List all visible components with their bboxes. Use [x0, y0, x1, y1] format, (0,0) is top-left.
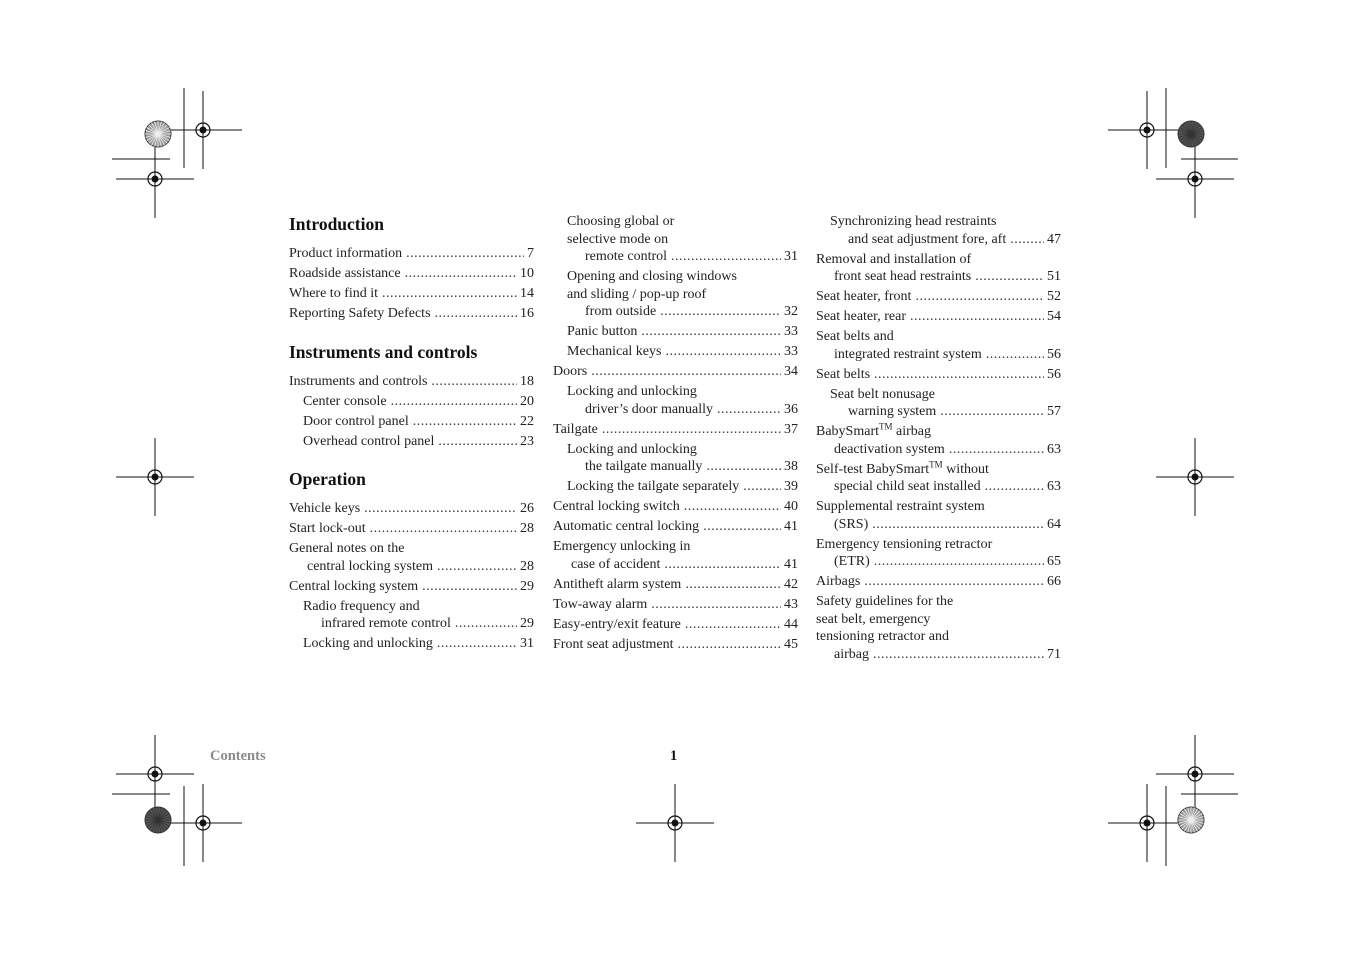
toc-entry[interactable] — [553, 576, 798, 594]
toc-column-1 — [289, 213, 534, 671]
section-heading: Instruments and controls — [289, 341, 478, 362]
dot-leader — [910, 308, 1044, 326]
dot-leader — [671, 248, 781, 266]
dot-leader — [437, 558, 517, 576]
toc-entry-text: Opening and closing windows — [567, 269, 737, 284]
color-sunburst-icon — [145, 807, 171, 833]
color-sunburst-icon — [1178, 121, 1204, 147]
toc-entry[interactable] — [553, 498, 798, 516]
toc-page-number: 63 — [1047, 441, 1061, 457]
dot-leader — [949, 441, 1044, 459]
dot-leader — [391, 393, 517, 411]
toc-entry[interactable] — [816, 536, 1061, 571]
color-sunburst-icon — [145, 121, 171, 147]
toc-entry[interactable] — [289, 393, 534, 411]
toc-page-number: 66 — [1047, 574, 1061, 589]
dot-leader — [685, 616, 781, 634]
toc-entry[interactable] — [553, 268, 798, 321]
dot-leader — [382, 285, 517, 303]
toc-entry[interactable] — [553, 478, 798, 496]
toc-entry-text: Radio frequency and — [303, 598, 420, 614]
dot-leader — [405, 265, 517, 283]
toc-entry-title: Seat heater, rear — [816, 309, 906, 324]
toc-section — [289, 213, 534, 323]
toc-entry-text: Removal and installation of — [816, 251, 972, 267]
dot-leader — [438, 433, 517, 451]
toc-entry-text: and sliding / pop-up roof — [567, 286, 707, 302]
toc-entry-title: Locking and unlocking — [303, 636, 433, 651]
toc-entry-title: Instruments and controls — [289, 373, 428, 389]
toc-page-number: 23 — [520, 433, 534, 449]
toc-page-number: 10 — [520, 266, 534, 281]
toc-entry-title: Locking the tailgate separately — [567, 479, 740, 494]
toc-entry[interactable] — [816, 251, 1061, 286]
toc-entry-title: Antitheft alarm system — [553, 576, 682, 592]
toc-entry-text: BabySmart™ airbag — [816, 421, 931, 439]
dot-leader — [684, 498, 781, 516]
dot-leader — [660, 303, 781, 321]
dot-leader — [413, 413, 517, 431]
toc-page-number: 64 — [1047, 516, 1061, 532]
toc-entry-text: Emergency tensioning retractor — [816, 536, 993, 552]
toc-page-number: 29 — [520, 578, 534, 594]
toc-page-number: 65 — [1047, 554, 1061, 569]
toc-entry-title: Vehicle keys — [289, 501, 361, 516]
toc-entry-text: Seat belts and — [816, 329, 894, 344]
section-heading: Introduction — [289, 214, 384, 234]
dot-leader — [706, 458, 781, 476]
dot-leader — [455, 615, 517, 633]
toc-entry[interactable] — [289, 433, 534, 451]
toc-page-number: 71 — [1047, 646, 1061, 662]
toc-page-number: 41 — [784, 556, 798, 572]
toc-entry[interactable] — [289, 285, 534, 303]
toc-entry-title: warning system — [848, 404, 937, 419]
dot-leader — [874, 553, 1044, 571]
dot-leader — [431, 373, 517, 391]
dot-leader — [437, 635, 517, 653]
toc-entry-title: Airbags — [816, 574, 861, 589]
toc-page-number: 37 — [784, 421, 798, 437]
toc-entry[interactable] — [289, 245, 534, 263]
toc-entry-title: infrared remote control — [321, 616, 451, 631]
dot-leader — [915, 288, 1044, 306]
toc-entry-text: Locking and unlocking — [567, 441, 697, 457]
toc-entry[interactable] — [553, 323, 798, 341]
toc-entry[interactable] — [553, 441, 798, 476]
toc-page-number: 31 — [784, 249, 798, 264]
toc-entry-title: Product information — [289, 246, 403, 261]
toc-entry-text: Safety guidelines for the — [816, 594, 954, 609]
toc-entry[interactable] — [553, 343, 798, 361]
toc-entry-title: airbag — [834, 646, 869, 662]
toc-page-number: 28 — [520, 558, 534, 574]
dot-leader — [872, 516, 1044, 534]
dot-leader — [406, 245, 524, 263]
toc-entry-text: Seat belt nonusage — [830, 386, 935, 402]
toc-entry[interactable] — [553, 538, 798, 573]
toc-entry-title: Easy-entry/exit feature — [553, 616, 681, 632]
dot-leader — [685, 576, 781, 594]
toc-page-number: 52 — [1047, 289, 1061, 304]
toc-entry-title: Central locking system — [289, 578, 419, 594]
dot-leader — [435, 305, 517, 323]
dot-leader — [665, 343, 781, 361]
toc-page-number: 33 — [784, 344, 798, 359]
toc-page-number: 7 — [527, 246, 534, 261]
dot-leader — [940, 403, 1044, 421]
toc-entry[interactable] — [289, 500, 534, 518]
toc-page-number: 20 — [520, 393, 534, 409]
toc-entry-title: Mechanical keys — [567, 344, 662, 359]
dot-leader — [874, 366, 1044, 384]
dot-leader — [717, 401, 781, 419]
toc-entry[interactable] — [289, 520, 534, 538]
toc-page-number: 38 — [784, 459, 798, 474]
toc-entry[interactable] — [553, 421, 798, 439]
toc-page-number: 39 — [784, 479, 798, 494]
toc-entry[interactable] — [816, 288, 1061, 306]
dot-leader — [743, 478, 781, 496]
toc-entry-title: Overhead control panel — [303, 433, 435, 449]
toc-entry-title: Start lock-out — [289, 521, 366, 536]
toc-page-number: 32 — [784, 304, 798, 319]
toc-page-number: 40 — [784, 499, 798, 514]
toc-entry-text: Synchronizing head restraints — [830, 214, 997, 229]
toc-section — [289, 468, 534, 653]
toc-entry-title: Seat belts — [816, 366, 871, 382]
toc-entry[interactable] — [816, 498, 1061, 533]
toc-entry-text: Supplemental restraint system — [816, 499, 985, 514]
toc-entry-title: central locking system — [307, 558, 433, 574]
toc-entry-text: Choosing global or — [567, 214, 675, 229]
toc-entry[interactable] — [553, 636, 798, 654]
toc-entry-text: tensioning retractor and — [816, 629, 949, 644]
toc-entry-title: Panic button — [567, 324, 638, 339]
toc-entry-title: (ETR) — [834, 554, 870, 569]
toc-page-number: 14 — [520, 286, 534, 301]
dot-leader — [985, 478, 1044, 496]
footer-section-label: Contents — [210, 748, 266, 764]
toc-entry-title: Center console — [303, 393, 387, 409]
dot-leader — [364, 500, 517, 518]
toc-page-number: 47 — [1047, 231, 1061, 247]
toc-page-number: 56 — [1047, 346, 1061, 362]
toc-page-number: 51 — [1047, 269, 1061, 284]
toc-page-number: 45 — [784, 636, 798, 652]
toc-entry-title: Automatic central locking — [553, 519, 700, 534]
toc-entry[interactable] — [816, 386, 1061, 421]
toc-entry[interactable] — [289, 265, 534, 283]
toc-entry-title: Reporting Safety Defects — [289, 306, 431, 321]
dot-leader — [602, 421, 781, 439]
toc-page-number: 18 — [520, 373, 534, 389]
toc-entry-title: Where to find it — [289, 286, 379, 301]
toc-entry-title: Roadside assistance — [289, 266, 401, 281]
toc-entry[interactable] — [553, 616, 798, 634]
toc-entry-title: front seat head restraints — [834, 269, 972, 284]
toc-entry-title: (SRS) — [834, 516, 869, 532]
toc-entry[interactable] — [289, 578, 534, 596]
toc-page-number: 57 — [1047, 404, 1061, 419]
toc-entry-title: Seat heater, front — [816, 289, 912, 304]
toc-entry-title: the tailgate manually — [585, 459, 703, 474]
section-heading: Operation — [289, 469, 366, 489]
dot-leader — [591, 363, 781, 381]
toc-page-number: 34 — [784, 364, 798, 379]
toc-entry-title: Tow-away alarm — [553, 596, 648, 612]
toc-entry[interactable] — [816, 593, 1061, 663]
toc-entry-text: seat belt, emergency — [816, 611, 931, 627]
toc-entry[interactable] — [816, 366, 1061, 384]
toc-page-number: 43 — [784, 596, 798, 612]
dot-leader — [703, 518, 781, 536]
toc-page-number: 28 — [520, 521, 534, 536]
dot-leader — [986, 346, 1044, 364]
dot-leader — [641, 323, 781, 341]
toc-entry[interactable] — [816, 423, 1061, 458]
toc-entry[interactable] — [553, 518, 798, 536]
toc-entry[interactable] — [816, 328, 1061, 363]
toc-entry-title: Front seat adjustment — [553, 636, 674, 652]
toc-page-number: 63 — [1047, 479, 1061, 494]
dot-leader — [1010, 231, 1044, 249]
toc-entry[interactable] — [289, 413, 534, 431]
toc-page-number: 41 — [784, 519, 798, 534]
toc-entry[interactable] — [289, 635, 534, 653]
dot-leader — [664, 556, 781, 574]
toc-entry-title: remote control — [585, 249, 668, 264]
toc-entry-title: Tailgate — [553, 421, 598, 437]
toc-entry-text: Self-test BabySmart™ without — [816, 458, 989, 477]
toc-entry[interactable] — [289, 373, 534, 391]
page-number: 1 — [670, 748, 678, 764]
toc-page-number: 44 — [784, 616, 798, 632]
toc-entry[interactable] — [553, 213, 798, 266]
toc-entry[interactable] — [553, 596, 798, 614]
toc-page-number: 33 — [784, 324, 798, 339]
toc-entry-text: General notes on the — [289, 541, 405, 556]
toc-entry-title: case of accident — [571, 556, 661, 572]
dot-leader — [864, 573, 1044, 591]
toc-page-number: 42 — [784, 576, 798, 592]
toc-page-number: 31 — [520, 636, 534, 651]
dot-leader — [873, 646, 1044, 664]
toc-page-number: 29 — [520, 616, 534, 631]
toc-entry[interactable] — [816, 573, 1061, 591]
toc-page-number: 54 — [1047, 309, 1061, 324]
dot-leader — [975, 268, 1044, 286]
toc-entry-title: driver’s door manually — [585, 401, 714, 417]
toc-entry-title: and seat adjustment fore, aft — [848, 231, 1007, 247]
toc-entry-title: Door control panel — [303, 413, 409, 429]
dot-leader — [370, 520, 517, 538]
toc-entry[interactable] — [289, 305, 534, 323]
toc-page-number: 36 — [784, 401, 798, 417]
toc-page-number: 16 — [520, 306, 534, 321]
toc-entry-title: integrated restraint system — [834, 346, 982, 362]
toc-entry[interactable] — [553, 383, 798, 418]
toc-page-number: 56 — [1047, 366, 1061, 382]
toc-entry[interactable] — [289, 540, 534, 575]
color-sunburst-icon — [1178, 807, 1204, 833]
toc-page-number: 22 — [520, 413, 534, 429]
toc-section — [289, 341, 534, 451]
toc-entry[interactable] — [816, 458, 1061, 496]
toc-entry-title: Doors — [553, 364, 588, 379]
toc-entry-title: Central locking switch — [553, 499, 680, 514]
toc-entry-title: special child seat installed — [834, 479, 981, 494]
dot-leader — [651, 596, 781, 614]
toc-entry-title: deactivation system — [834, 441, 945, 457]
toc-column-3 — [816, 213, 1061, 666]
toc-entry-text: Emergency unlocking in — [553, 539, 691, 554]
toc-page-number: 26 — [520, 501, 534, 516]
toc-entry[interactable] — [816, 213, 1061, 248]
dot-leader — [678, 636, 781, 654]
toc-entry-text: Locking and unlocking — [567, 384, 697, 399]
toc-entry[interactable] — [289, 598, 534, 633]
toc-entry[interactable] — [816, 308, 1061, 326]
toc-entry[interactable] — [553, 363, 798, 381]
toc-entry-title: from outside — [585, 304, 657, 319]
toc-column-2 — [553, 213, 798, 656]
dot-leader — [422, 578, 517, 596]
toc-entry-text: selective mode on — [567, 231, 669, 247]
